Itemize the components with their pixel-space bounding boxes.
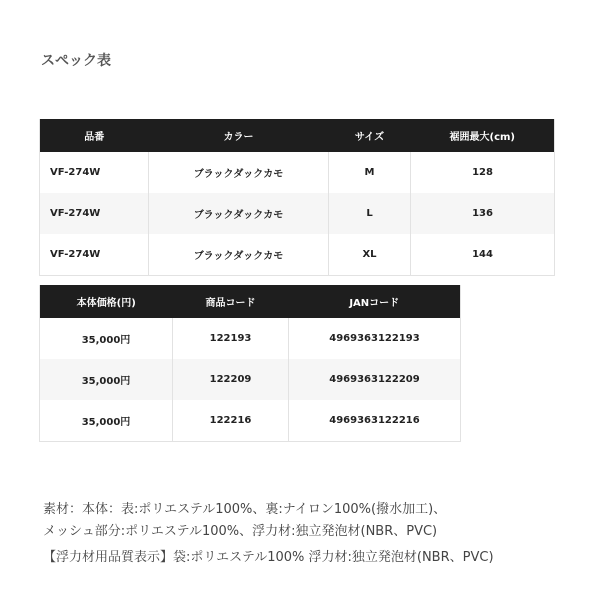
table-row <box>40 234 555 276</box>
material-notes <box>43 499 583 569</box>
cell-size: XL <box>329 234 411 276</box>
material-line-2: メッシュ部分:ポリエステル100%、浮力材:独立発泡材(NBR、PVC) <box>43 524 438 539</box>
table-row <box>40 359 461 400</box>
cell-price: 35,000円 <box>40 318 173 359</box>
table-row <box>40 400 461 442</box>
header-jan-code: JANコード <box>289 285 461 318</box>
cell-jan-code: 4969363122209 <box>289 359 461 400</box>
table-row <box>40 318 461 359</box>
cell-product-code: 122193 <box>173 318 289 359</box>
header-price: 本体価格(円) <box>40 285 173 318</box>
cell-color: ブラックダックカモ <box>149 234 329 276</box>
section-title: スペック表 <box>41 53 111 69</box>
table-row <box>40 152 555 193</box>
float-material-quality-label: 【浮力材用品質表示】袋:ポリエステル100% 浮力材:独立発泡材(NBR、PVC) <box>43 550 494 565</box>
cell-hem-max: 136 <box>411 193 555 234</box>
cell-product-code: 122209 <box>173 359 289 400</box>
cell-product-code: 122216 <box>173 400 289 442</box>
table-header-row <box>40 119 555 152</box>
header-product-number: 品番 <box>40 119 149 152</box>
cell-product-number: VF-274W <box>40 234 149 276</box>
cell-hem-max: 128 <box>411 152 555 193</box>
cell-product-number: VF-274W <box>40 152 149 193</box>
price-table <box>39 285 461 442</box>
header-size: サイズ <box>329 119 411 152</box>
cell-color: ブラックダックカモ <box>149 152 329 193</box>
header-product-code: 商品コード <box>173 285 289 318</box>
cell-price: 35,000円 <box>40 359 173 400</box>
header-hem-max: 裾囲最大(cm) <box>411 119 555 152</box>
header-color: カラー <box>149 119 329 152</box>
cell-size: L <box>329 193 411 234</box>
table-header-row <box>40 285 461 318</box>
spec-table <box>39 119 555 276</box>
cell-color: ブラックダックカモ <box>149 193 329 234</box>
cell-hem-max: 144 <box>411 234 555 276</box>
table-row <box>40 193 555 234</box>
material-line-1: 素材：本体：表:ポリエステル100%、裏:ナイロン100%(撥水加工)、 <box>43 502 447 517</box>
cell-jan-code: 4969363122193 <box>289 318 461 359</box>
cell-size: M <box>329 152 411 193</box>
cell-product-number: VF-274W <box>40 193 149 234</box>
cell-price: 35,000円 <box>40 400 173 442</box>
cell-jan-code: 4969363122216 <box>289 400 461 442</box>
